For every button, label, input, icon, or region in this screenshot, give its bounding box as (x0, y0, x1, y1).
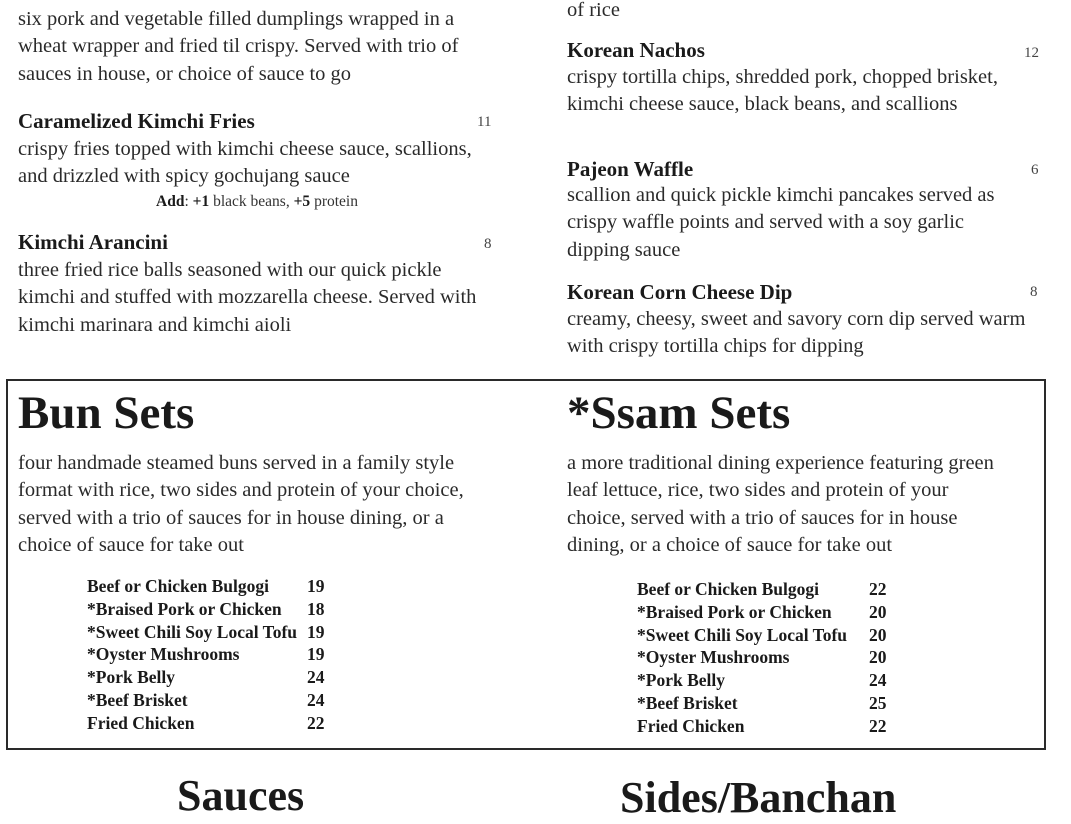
table-row: Beef or Chicken Bulgogi 19 (87, 576, 325, 596)
table-row: *Sweet Chili Soy Local Tofu 20 (637, 624, 887, 645)
menu-item-desc: crispy fries topped with kimchi cheese sauce, scallions, and drizzled with spicy gochujang sauce (18, 138, 472, 188)
menu-item-desc: creamy, cheesy, sweet and savory corn dip served warm with crispy tortilla chips for dipping (567, 308, 1026, 358)
menu-item-name: Korean Nachos (567, 38, 705, 62)
menu-item-name: Korean Corn Cheese Dip (567, 280, 793, 304)
table-row: *Beef Brisket 24 (87, 689, 325, 710)
table-row: *Pork Belly 24 (87, 667, 325, 688)
table-row: *Beef Brisket 25 (637, 692, 887, 713)
menu-item-desc: three fried rice balls seasoned with our quick pickle kimchi and stuffed with mozzarella cheese. Served with kimchi marinara and kimchi aioli (18, 259, 477, 336)
ssam-sets-price-table (637, 578, 887, 738)
ssam-sets-desc: a more traditional dining experience featuring green leaf lettuce, rice, two sides and protein of your choice, served with a trio of sauces for in house dining, or a choice of sauce for take out (567, 452, 994, 557)
table-row: *Braised Pork or Chicken 18 (87, 598, 325, 619)
menu-item-price: 11 (477, 114, 492, 130)
table-row: Beef or Chicken Bulgogi 22 (637, 579, 887, 599)
add-label: Add (156, 193, 185, 210)
menu-item-desc: scallion and quick pickle kimchi pancakes served as crispy waffle points and served with a soy garlic dipping sauce (567, 184, 995, 261)
sides-banchan-title: Sides/Banchan (620, 773, 897, 822)
table-row: Fried Chicken 22 (87, 712, 325, 733)
table-row: *Braised Pork or Chicken 20 (637, 601, 887, 622)
add-qty-2: +5 (293, 193, 311, 210)
add-qty-1: +1 (192, 193, 210, 210)
table-row: Fried Chicken 22 (637, 715, 887, 736)
table-row: *Sweet Chili Soy Local Tofu 19 (87, 621, 325, 642)
ssam-sets-title: *Ssam Sets (567, 387, 791, 439)
menu-item-price: 6 (1031, 162, 1039, 178)
add-text-2: protein (314, 193, 358, 210)
table-row: *Pork Belly 24 (637, 670, 887, 691)
menu-item-price: 8 (1030, 284, 1038, 300)
add-ons-line: Add: +1 black beans, +5 protein (156, 193, 358, 210)
menu-item-desc: six pork and vegetable filled dumplings wrapped in a wheat wrapper and fried til crispy. Served with trio of sauces in house, or choice of sauce to go (18, 8, 459, 85)
table-row: *Oyster Mushrooms 19 (87, 644, 325, 665)
add-text-1: black beans, (213, 193, 290, 210)
menu-item-price: 8 (484, 236, 492, 252)
table-row: *Oyster Mushrooms 20 (637, 647, 887, 668)
sauces-title: Sauces (177, 771, 305, 820)
menu-item-price: 12 (1024, 45, 1039, 61)
bun-sets-title: Bun Sets (18, 387, 195, 439)
bun-sets-price-table (87, 575, 325, 735)
menu-item-name: Kimchi Arancini (18, 230, 168, 254)
menu-item-name: Caramelized Kimchi Fries (18, 109, 255, 133)
bun-sets-desc: four handmade steamed buns served in a family style format with rice, two sides and protein of your choice, served with a trio of sauces for in house dining, or a choice of sauce for take out (18, 452, 464, 557)
menu-item-name: Pajeon Waffle (567, 157, 694, 181)
menu-item-desc-fragment: of rice (567, 0, 620, 21)
menu-item-desc: crispy tortilla chips, shredded pork, chopped brisket, kimchi cheese sauce, black beans, and scallions (567, 66, 998, 116)
